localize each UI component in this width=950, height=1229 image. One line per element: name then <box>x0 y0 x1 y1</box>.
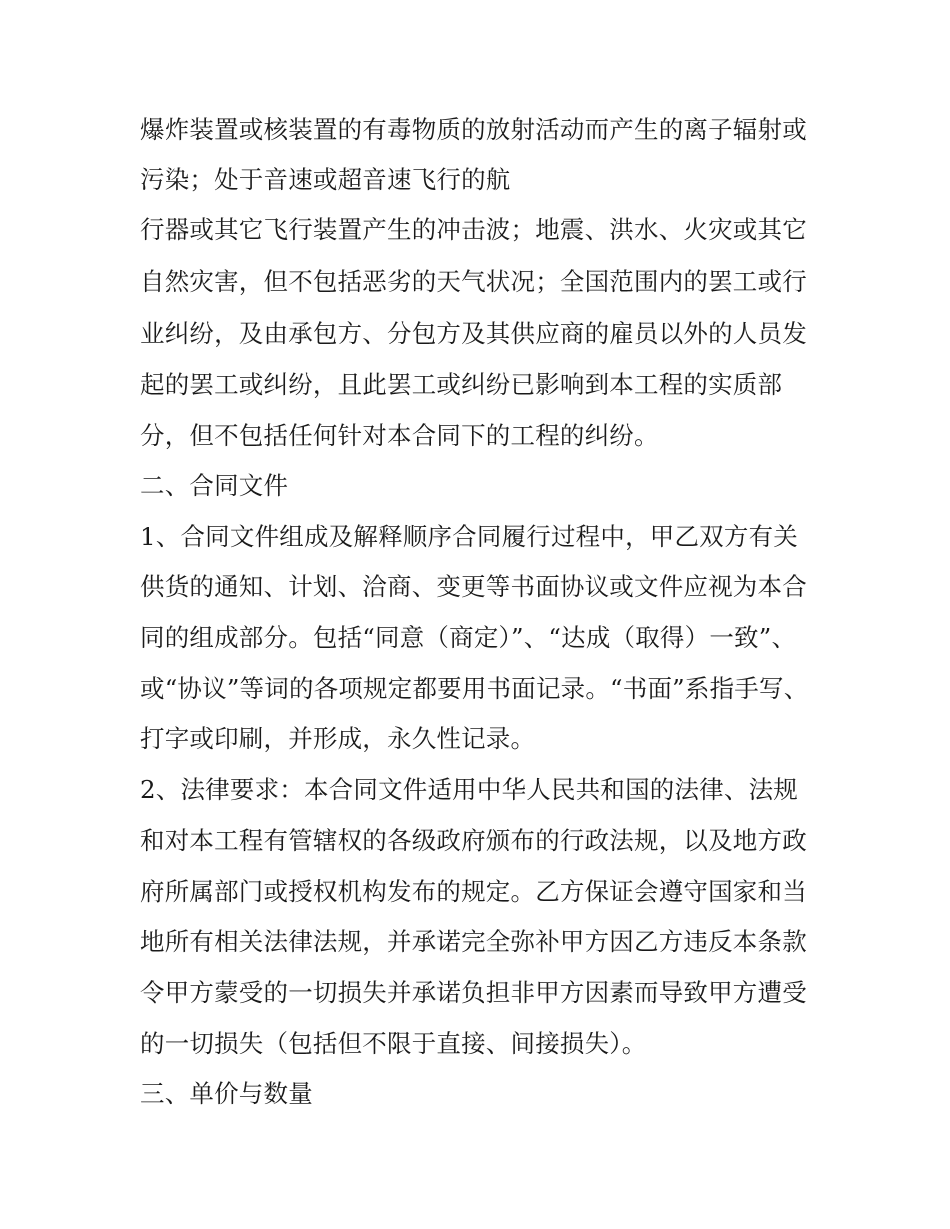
paragraph-line: 自然灾害，但不包括恶劣的天气状况；全国范围内的罢工或行 <box>140 267 807 296</box>
paragraph-line: 同的组成部分。包括“同意（商定）”、“达成（取得）一致”、 <box>140 623 797 652</box>
paragraph-line: 打字或印刷，并形成，永久性记录。 <box>140 724 536 753</box>
paragraph-line: 起的罢工或纠纷，且此罢工或纠纷已影响到本工程的实质部 <box>140 370 783 399</box>
paragraph-line: 地所有相关法律法规，并承诺完全弥补甲方因乙方违反本条款 <box>140 927 807 956</box>
paragraph-line: 2、法律要求：本合同文件适用中华人民共和国的法律、法规 <box>140 775 798 804</box>
paragraph-line: 和对本工程有管辖权的各级政府颁布的行政法规，以及地方政 <box>140 826 807 855</box>
paragraph-line: 爆炸装置或核装置的有毒物质的放射活动而产生的离子辐射或 <box>140 115 807 144</box>
paragraph-line: 分，但不包括任何针对本合同下的工程的纠纷。 <box>140 421 659 450</box>
paragraph-line: 府所属部门或授权机构发布的规定。乙方保证会遵守国家和当 <box>140 877 807 906</box>
section-heading: 三、单价与数量 <box>140 1079 313 1108</box>
paragraph-line: 的一切损失（包括但不限于直接、间接损失）。 <box>140 1029 647 1058</box>
paragraph-line: 行器或其它飞行装置产生的冲击波；地震、洪水、火灾或其它 <box>140 215 807 244</box>
paragraph-line: 供货的通知、计划、洽商、变更等书面协议或文件应视为本合 <box>140 572 807 601</box>
section-heading: 二、合同文件 <box>140 471 289 500</box>
paragraph-line: 1、合同文件组成及解释顺序合同履行过程中，甲乙双方有关 <box>140 522 798 551</box>
paragraph-line: 污染；处于音速或超音速飞行的航 <box>140 165 511 194</box>
paragraph-line: 或“协议”等词的各项规定都要用书面记录。“书面”系指手写、 <box>140 674 809 703</box>
paragraph-line: 业纠纷，及由承包方、分包方及其供应商的雇员以外的人员发 <box>140 319 807 348</box>
paragraph-line: 令甲方蒙受的一切损失并承诺负担非甲方因素而导致甲方遭受 <box>140 978 807 1007</box>
